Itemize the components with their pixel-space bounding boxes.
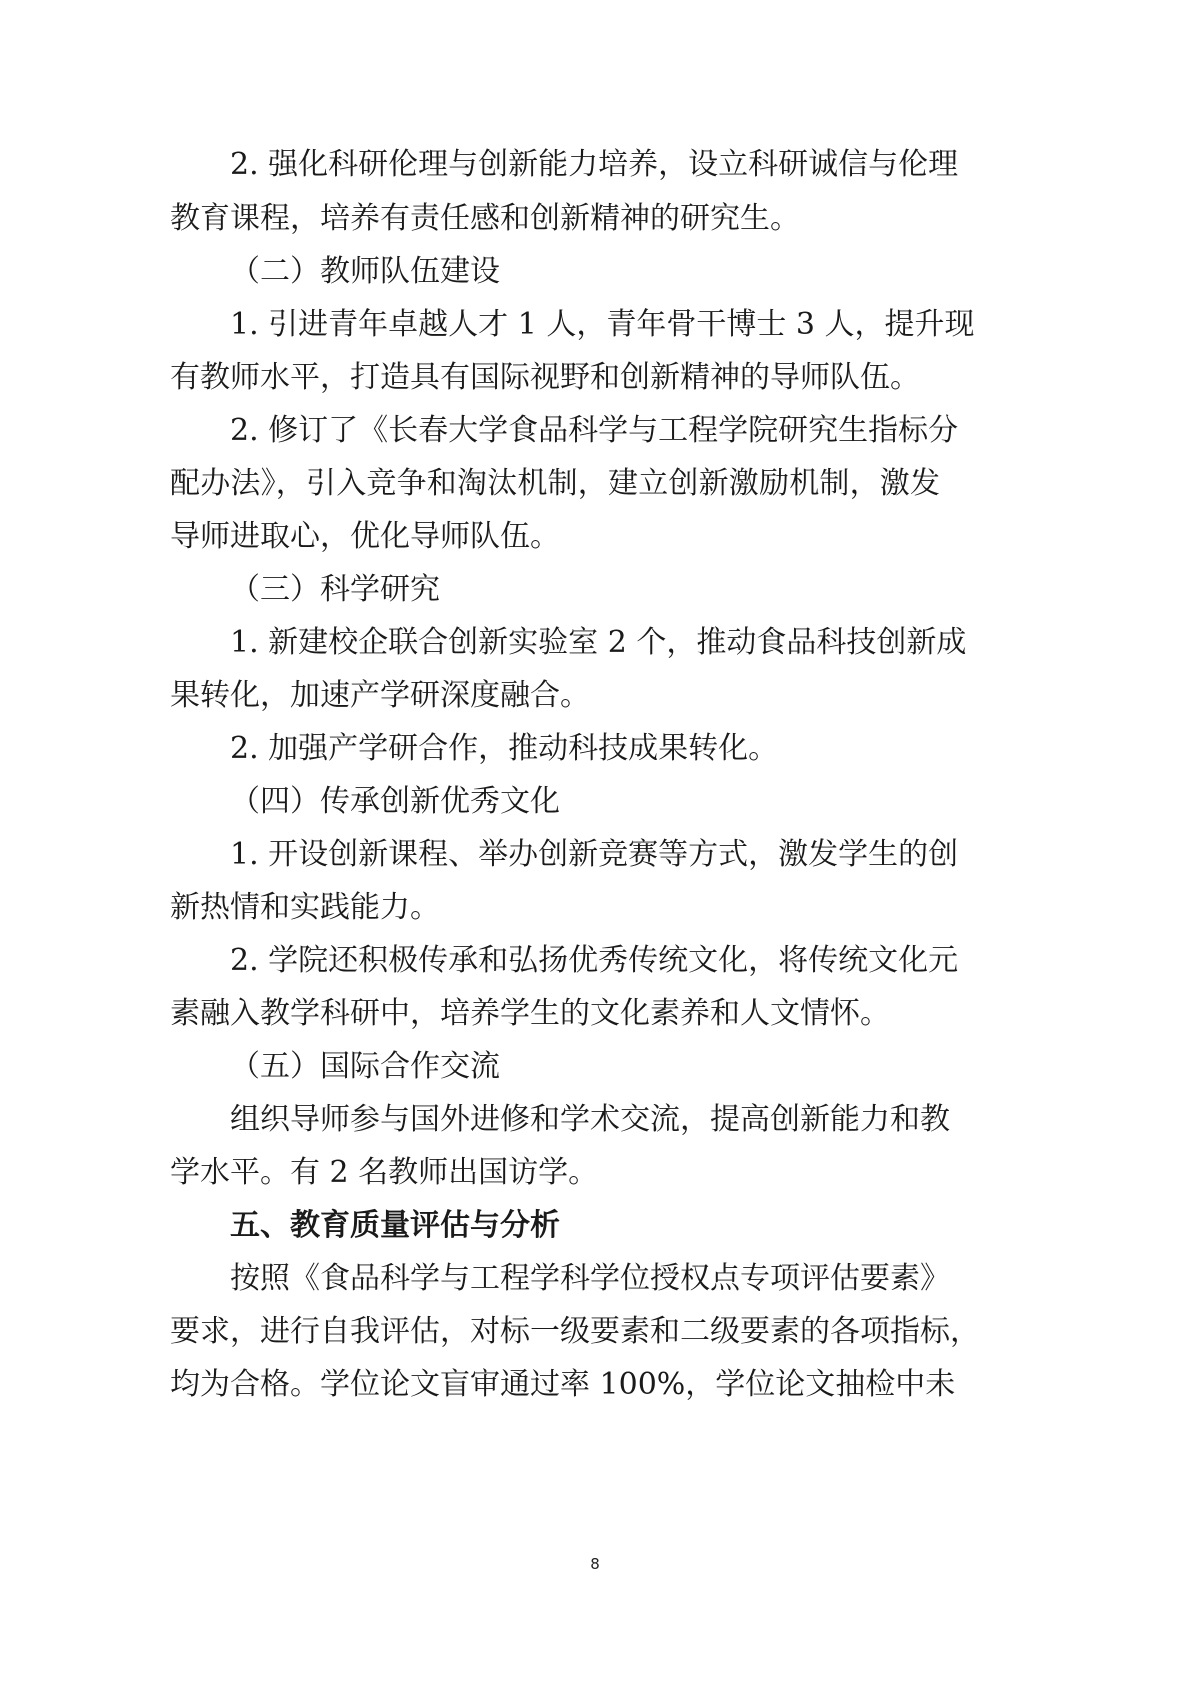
paragraph-line: 1. 引进青年卓越人才 1 人，青年骨干博士 3 人，提升现	[230, 307, 975, 342]
paragraph-line: 果转化，加速产学研深度融合。	[170, 678, 590, 713]
paragraph-line: 2. 学院还积极传承和弘扬优秀传统文化，将传统文化元	[230, 943, 959, 978]
paragraph-line: 均为合格。学位论文盲审通过率 100%，学位论文抽检中未	[170, 1367, 956, 1402]
page-number: 8	[590, 1555, 600, 1573]
paragraph-line: 按照《食品科学与工程学科学位授权点专项评估要素》	[230, 1261, 950, 1296]
paragraph-line: 教育课程，培养有责任感和创新精神的研究生。	[170, 201, 800, 236]
paragraph-line: 配办法》，引入竞争和淘汰机制，建立创新激励机制，激发	[170, 466, 940, 501]
paragraph-line: 素融入教学科研中，培养学生的文化素养和人文情怀。	[170, 996, 890, 1031]
paragraph-line: 导师进取心，优化导师队伍。	[170, 519, 560, 554]
section-heading: （三）科学研究	[230, 572, 440, 607]
paragraph-line: 组织导师参与国外进修和学术交流，提高创新能力和教	[230, 1102, 950, 1137]
paragraph-line: 2. 修订了《长春大学食品科学与工程学院研究生指标分	[230, 413, 959, 448]
paragraph-line: 学水平。有 2 名教师出国访学。	[170, 1155, 599, 1190]
paragraph-line: 2. 强化科研伦理与创新能力培养，设立科研诚信与伦理	[230, 147, 959, 182]
paragraph-line: 1. 新建校企联合创新实验室 2 个，推动食品科技创新成	[230, 625, 967, 660]
paragraph-line: 要求，进行自我评估，对标一级要素和二级要素的各项指标，	[170, 1314, 980, 1349]
paragraph-line: 2. 加强产学研合作，推动科技成果转化。	[230, 731, 779, 766]
paragraph-line: 新热情和实践能力。	[170, 890, 440, 925]
chapter-heading: 五、教育质量评估与分析	[230, 1208, 560, 1243]
section-heading: （二）教师队伍建设	[230, 254, 500, 289]
section-heading: （五）国际合作交流	[230, 1049, 500, 1084]
section-heading: （四）传承创新优秀文化	[230, 784, 560, 819]
paragraph-line: 有教师水平，打造具有国际视野和创新精神的导师队伍。	[170, 360, 920, 395]
paragraph-line: 1. 开设创新课程、举办创新竞赛等方式，激发学生的创	[230, 837, 959, 872]
